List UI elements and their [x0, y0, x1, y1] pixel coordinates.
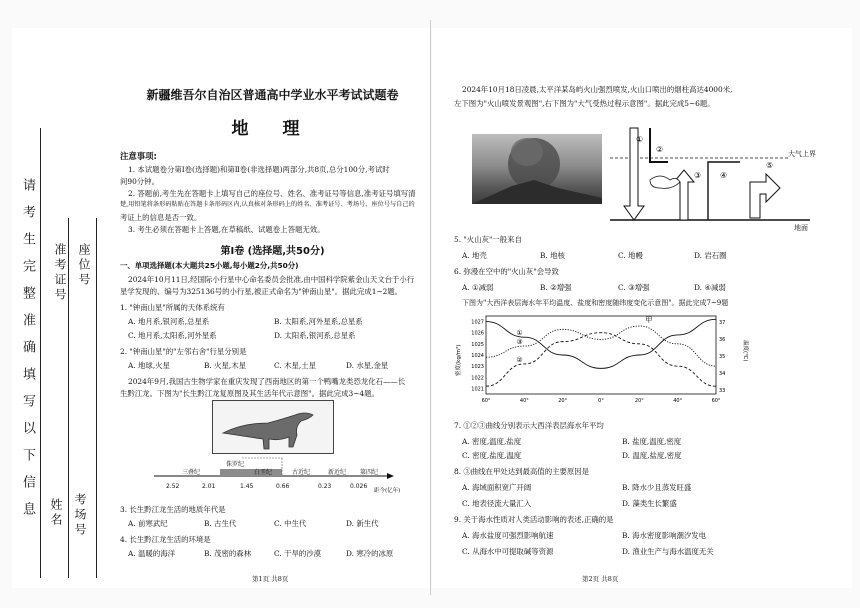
period-label: 第四纪	[360, 469, 379, 476]
right-axis-label: 温度(℃)	[742, 340, 748, 362]
option-1b[interactable]: B. 太阳系,河外星系,总星系	[274, 317, 363, 326]
tick-label: 1.45	[240, 483, 254, 490]
option-5c[interactable]: C. 地幔	[618, 251, 643, 260]
option-8a[interactable]: A. 海域面积宽广开阔	[462, 483, 532, 492]
option-5d[interactable]: D. 岩石圈	[694, 251, 727, 260]
option-1d[interactable]: D. 太阳系,银河系,总星系	[274, 331, 356, 340]
seat-number-label: 座位号	[77, 243, 91, 288]
label-5: ⑤	[766, 161, 774, 170]
label-2: ②	[656, 145, 664, 154]
part-heading: 一、单项选择题(本大题共25小题,每小题2分,共50分)	[120, 261, 299, 270]
option-9c[interactable]: C. 从海水中可提取碱等资源	[462, 547, 554, 556]
binding-strip	[12, 28, 112, 588]
question-5: 5. "火山灰"一般来自	[454, 235, 522, 244]
tick-label: 0.66	[276, 483, 290, 490]
dinosaur-figure	[212, 400, 334, 454]
series-label: ①	[516, 329, 523, 338]
name-label: 姓名	[49, 498, 63, 528]
intro-line: 2024年9月,我国古生物学家在重庆发现了西南地区的第一个鸭嘴龙类恐龙化石——长	[128, 377, 406, 386]
tick-label: 2.01	[202, 483, 216, 490]
dinosaur-icon	[213, 401, 333, 453]
option-7b[interactable]: B. 盐度,温度,密度	[622, 437, 682, 446]
option-4b[interactable]: B. 茂密的森林	[204, 549, 252, 558]
ground-label: 地面	[794, 224, 808, 232]
intro-line: 2024年10月18日凌晨,太平洋某岛屿火山强烈喷发,火山口喷出的烟柱高达4000米,	[462, 85, 733, 94]
question-7: 7. ①②③曲线分别表示大西洋表层海水年平均	[454, 421, 604, 430]
x-tick-label: 60°	[481, 398, 491, 404]
y-tick-label: 1024	[471, 353, 484, 359]
option-2d[interactable]: D. 水星,金星	[346, 361, 389, 370]
y-tick-label: 1023	[471, 364, 484, 371]
option-3a[interactable]: A. 前寒武纪	[128, 519, 168, 528]
option-7c[interactable]: C. 密度,盐度,温度	[462, 451, 522, 460]
intro-line: 生黔江龙。下图为"长生黔江龙复原图及其生活年代示意图"。据此完成3~4题。	[120, 389, 379, 398]
x-tick-label: 20°	[558, 398, 568, 404]
x-tick-label: 40°	[519, 398, 529, 404]
series-label: ②	[516, 355, 523, 364]
atmosphere-heating-diagram	[610, 122, 842, 232]
note-line: 间90分钟。	[120, 177, 159, 186]
volcano-icon	[472, 134, 602, 204]
option-9d[interactable]: D. 渔业生产与海水温度无关	[622, 547, 714, 556]
y2-tick-label: 35	[719, 354, 726, 360]
right-page	[432, 28, 852, 588]
subject-title: 地 理	[231, 119, 314, 139]
option-4c[interactable]: C. 干旱的沙漠	[274, 549, 322, 558]
geologic-timeline	[152, 452, 412, 500]
option-2a[interactable]: A. 地球,火星	[128, 361, 170, 370]
note-line: 1. 本试题卷分第Ⅰ卷(选择题)和第Ⅱ卷(非选择题)两部分,共8页,总分100分,考试时	[128, 165, 390, 174]
tick-label: 0.23	[318, 483, 332, 490]
tick-label: 2.52	[166, 483, 180, 490]
exam-room-label: 考场号	[73, 493, 87, 538]
question-1: 1. "钟南山星"所属的天体系统有	[120, 303, 225, 312]
question-6: 6. 弥漫在空中的"火山灰"会导致	[454, 267, 559, 276]
option-9b[interactable]: B. 海水密度影响潮汐发电	[622, 531, 707, 540]
option-7d[interactable]: D. 温度,盐度,密度	[622, 451, 682, 460]
option-2b[interactable]: B. 火星,木星	[204, 361, 247, 370]
intro-line: 星学发现的、编号为325136号的小行星,被正式命名为"钟南山星"。据此完成1~2题。	[120, 287, 403, 296]
label-3: ③	[694, 171, 702, 180]
label-4: ④	[720, 171, 728, 180]
note-line: 3. 考生必须在答题卡上答题,在草稿纸、试题卷上答题无效。	[128, 225, 325, 234]
option-8c[interactable]: C. 地表径流大量汇入	[462, 499, 532, 508]
y-tick-label: 1026	[471, 330, 484, 337]
period-label: 侏罗纪	[226, 461, 245, 468]
note-line: 考证上的信息是否一致。	[120, 213, 202, 222]
period-label: 古近纪	[292, 469, 311, 476]
option-1a[interactable]: A. 地月系,银河系,总星系	[128, 317, 210, 326]
x-tick-label: 40°	[673, 398, 683, 404]
intro-line: 左下图为"火山喷发景观图",右下图为"大气受热过程示意图"。据此完成5~6题。	[454, 99, 715, 108]
question-3: 3. 长生黔江龙生活的地质年代是	[120, 505, 226, 514]
option-3c[interactable]: C. 中生代	[274, 519, 307, 528]
page-footer: 第2页 共8页	[582, 575, 619, 583]
option-6b[interactable]: B. ②增强	[540, 283, 572, 292]
y2-tick-label: 34	[719, 371, 726, 377]
option-6c[interactable]: C. ③增强	[618, 283, 650, 292]
option-4a[interactable]: A. 温暖的海洋	[128, 549, 175, 558]
x-tick-label: 20°	[634, 398, 644, 404]
option-5b[interactable]: B. 地核	[540, 251, 565, 260]
left-page	[12, 28, 430, 588]
admission-number-label: 准考证号	[53, 243, 67, 303]
period-label: 白垩纪	[254, 469, 273, 476]
option-7a[interactable]: A. 密度,温度,盐度	[462, 437, 522, 446]
option-9a[interactable]: A. 海水盐度可强烈影响航速	[462, 531, 554, 540]
label-1: ①	[636, 135, 644, 144]
option-8b[interactable]: B. 降水少且蒸发旺盛	[622, 483, 692, 492]
ocean-properties-chart	[452, 310, 752, 410]
y2-tick-label: 33	[719, 388, 726, 394]
question-2: 2. "钟南山星"的"左邻右舍"行星分别是	[120, 347, 247, 356]
notes-heading: 注意事项:	[120, 151, 157, 161]
top-of-atmosphere-label: 大气上界	[788, 150, 816, 158]
point-jia-label: 甲	[645, 316, 653, 325]
option-6d[interactable]: D. ④减弱	[694, 283, 726, 292]
y-tick-label: 1021	[471, 386, 484, 393]
y2-tick-label: 37	[719, 320, 726, 326]
tick-label: 0.026	[350, 483, 368, 490]
option-5a[interactable]: A. 地壳	[462, 251, 487, 260]
y-tick-label: 1022	[471, 375, 484, 382]
x-tick-label: 0°	[598, 398, 604, 404]
y-tick-label: 1027	[471, 319, 484, 326]
y-tick-label: 1025	[471, 341, 484, 348]
option-1c[interactable]: C. 地月系,太阳系,河外星系	[128, 331, 217, 340]
page-fold	[430, 20, 431, 595]
volcano-photo	[472, 134, 602, 204]
page-footer: 第1页 共8页	[252, 575, 289, 583]
note-line: 楚,用铅笔将条形码粘贴在答题卡条形码区内,认真核对条形码上的姓名、准考证号、考场号、座位号与自己的	[120, 201, 415, 208]
section-heading: 第Ⅰ卷 (选择题,共50分)	[220, 246, 325, 257]
intro-line: 下图为"大西洋表层海水年平均温度、盐度和密度随纬度变化示意图"。据此完成7~9题	[462, 299, 729, 307]
option-6a[interactable]: A. ①减弱	[462, 283, 494, 292]
option-3b[interactable]: B. 古生代	[204, 519, 237, 528]
left-axis-label: 密度(kg/m³)	[456, 344, 462, 376]
series-label: ③	[516, 338, 523, 347]
period-label: 新近纪	[328, 469, 347, 476]
binding-notice: 请考生完整准确填写以下信息	[20, 178, 35, 529]
option-4d[interactable]: D. 寒冷的冰原	[346, 549, 394, 558]
question-9: 9. 关于海水性质对人类活动影响的表述,正确的是	[454, 515, 614, 524]
exam-title: 新疆维吾尔自治区普通高中学业水平考试试题卷	[146, 88, 399, 102]
note-line: 2. 答题前,考生先在答题卡上填写自己的座位号、姓名、准考证号等信息,准考证号填写清	[128, 189, 416, 198]
question-8: 8. ③曲线在甲处达到最高值的主要原因是	[454, 467, 590, 476]
timeline-unit: 距今(亿年)	[374, 488, 401, 494]
period-label: 三叠纪	[182, 469, 201, 476]
intro-line: 2024年10月11日,经国际小行星中心命名委员会批准,由中国科学院紫金山天文台于小行	[128, 275, 415, 284]
option-2c[interactable]: C. 木星,土星	[274, 361, 317, 370]
y2-tick-label: 36	[719, 337, 726, 343]
question-4: 4. 长生黔江龙生活的环境是	[120, 535, 211, 544]
option-8d[interactable]: D. 藻类生长繁盛	[622, 499, 677, 508]
x-tick-label: 60°	[711, 398, 721, 404]
option-3d[interactable]: D. 新生代	[346, 519, 379, 528]
